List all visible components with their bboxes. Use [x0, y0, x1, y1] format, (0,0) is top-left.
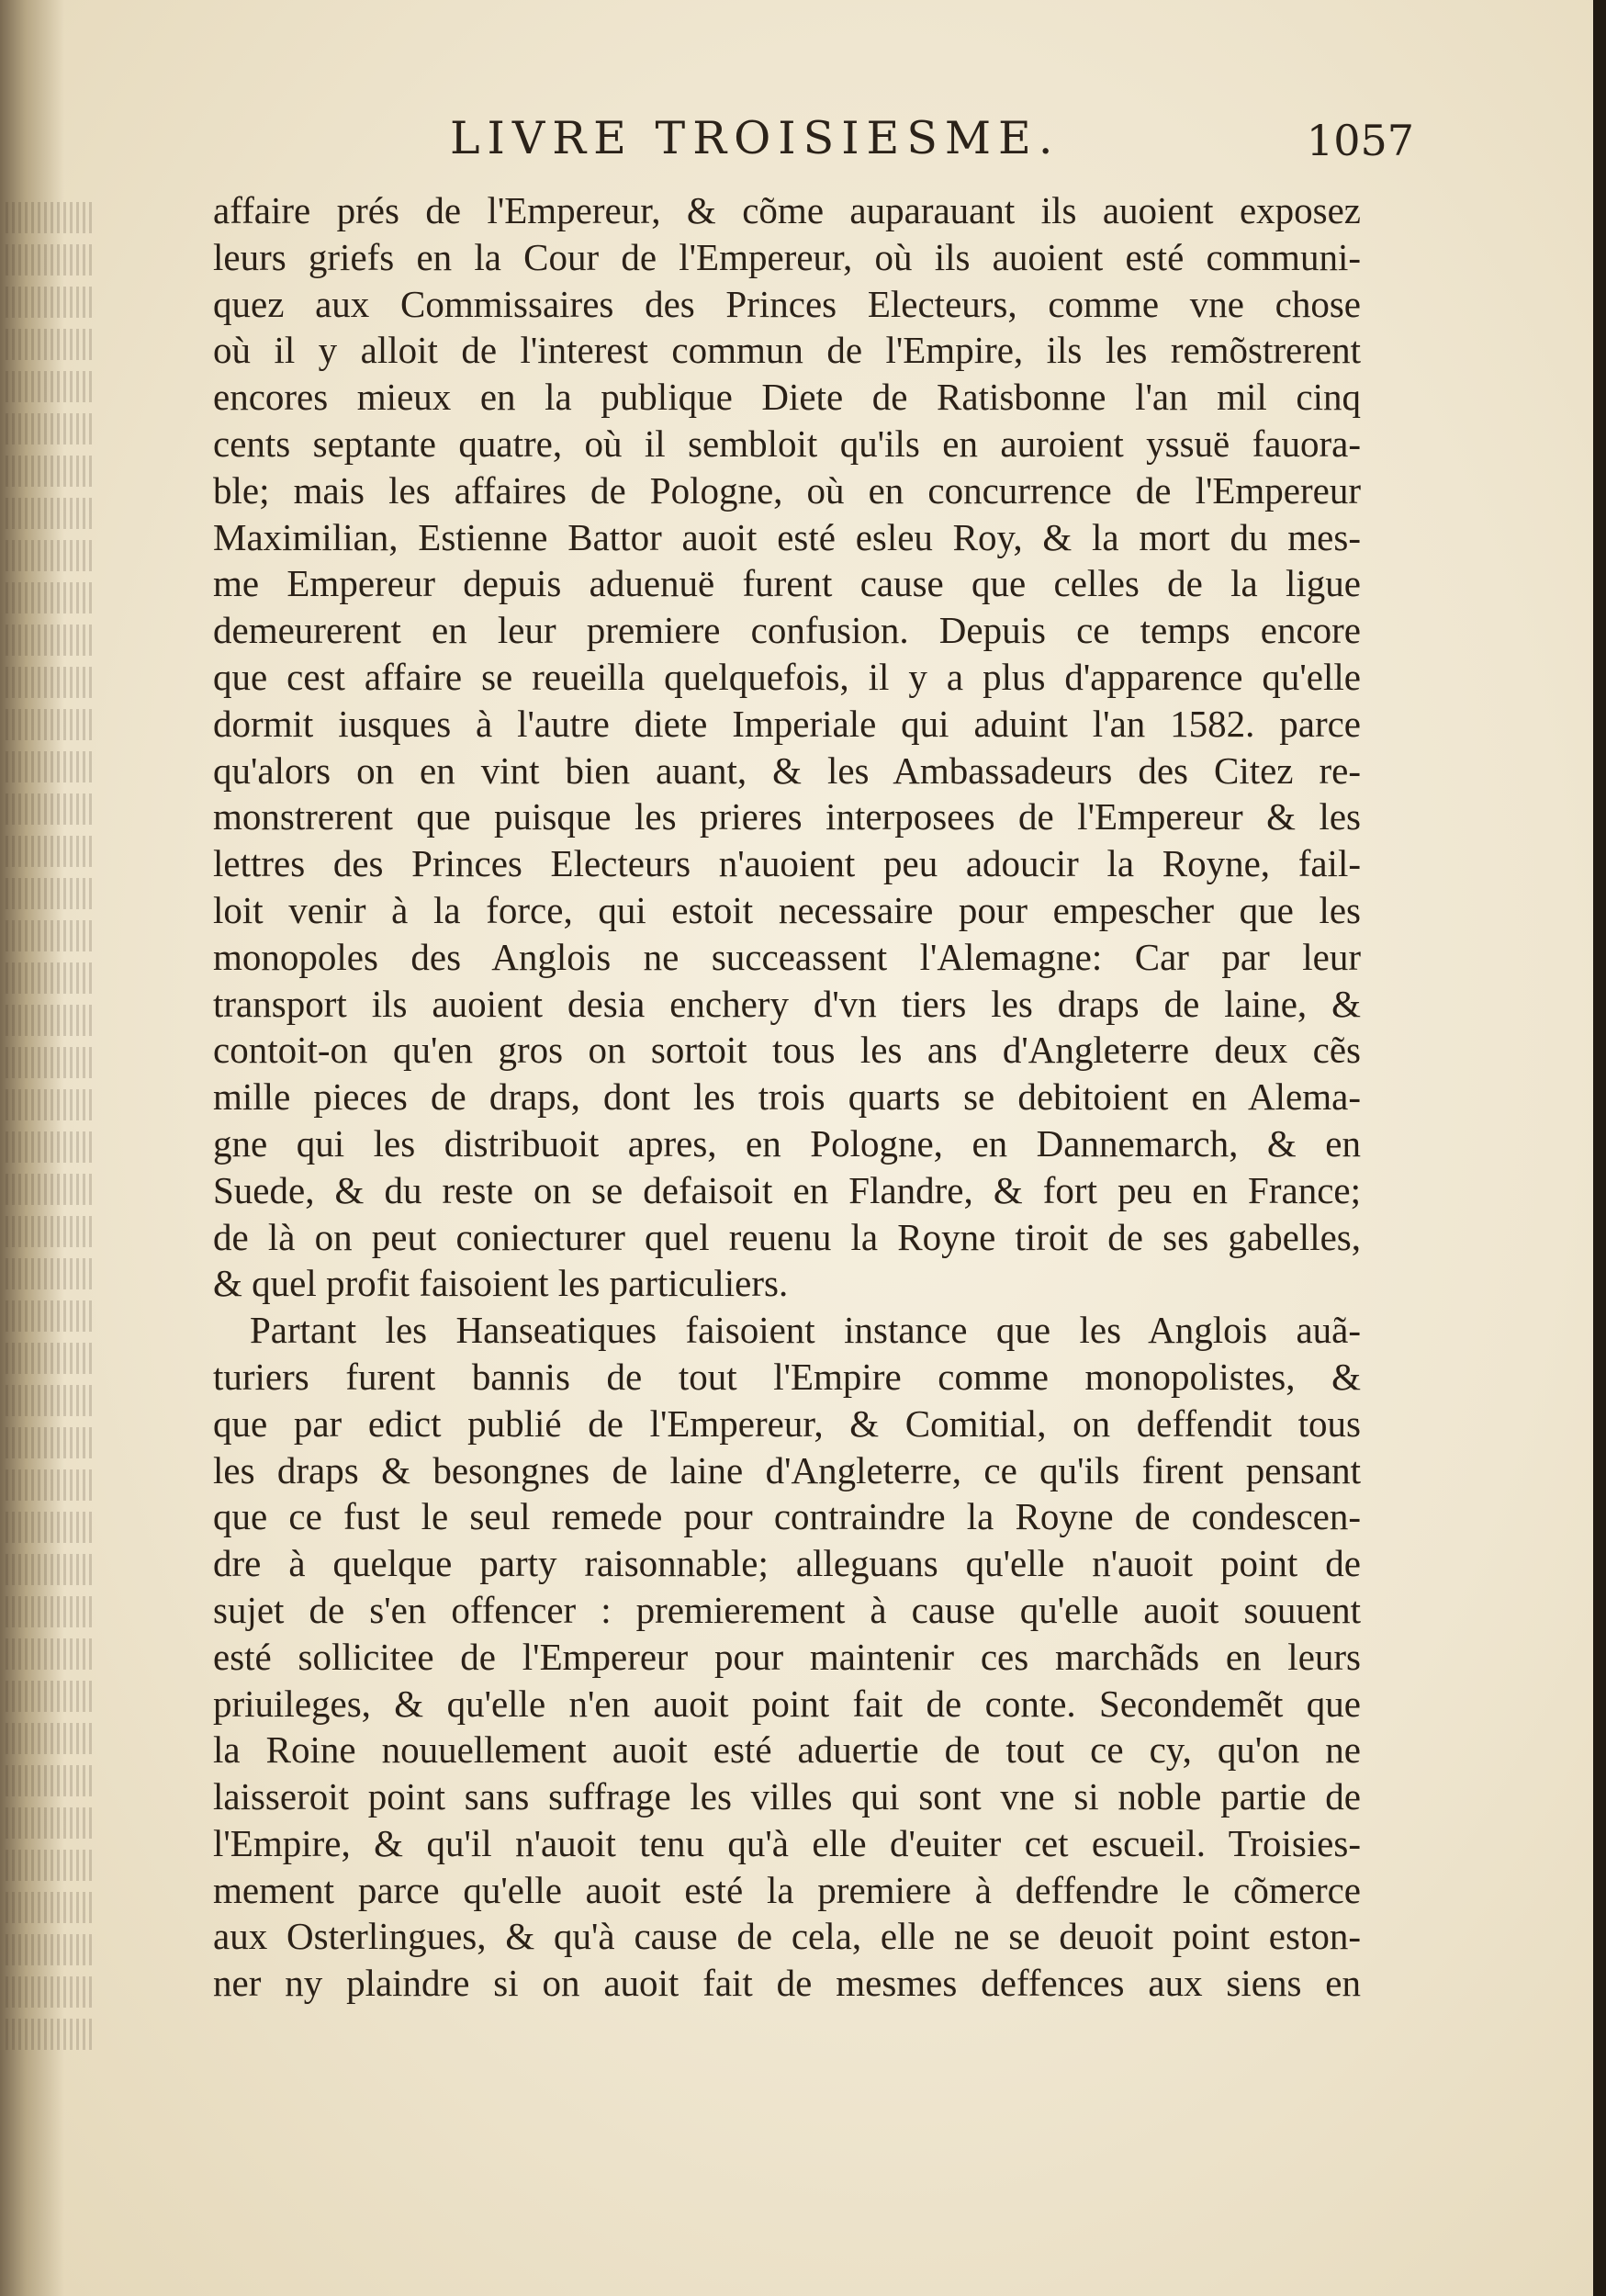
text-line: contoit-on qu'en gros on sortoit tous les ans d'Angleterre deux cẽs	[213, 1029, 1361, 1072]
text-line: transport ils auoient desia enchery d'vn tiers les draps de laine, &	[213, 982, 1361, 1025]
text-line: sujet de s'en offencer : premierement à cause qu'elle auoit souuent	[213, 1588, 1361, 1631]
text-line: laisseroit point sans suffrage les villes qui sont vne si noble partie de	[213, 1775, 1361, 1818]
text-line: leurs griefs en la Cour de l'Empereur, où ils auoient esté communi-	[213, 235, 1361, 278]
text-line: dormit iusques à l'autre diete Imperiale qui aduint l'an 1582. parce	[213, 702, 1361, 745]
text-line: Maximilian, Estienne Battor auoit esté esleu Roy, & la mort du mes-	[213, 515, 1361, 558]
text-line: quez aux Commissaires des Princes Electeurs, comme vne chose	[213, 282, 1361, 325]
text-line: priuileges, & qu'elle n'en auoit point fait de conte. Secondemẽt que	[213, 1682, 1361, 1725]
text-line: demeurerent en leur premiere confusion. Depuis ce temps encore	[213, 609, 1361, 652]
text-line: affaire prés de l'Empereur, & cõme auparauant ils auoient exposez	[213, 189, 1361, 231]
text-line: Suede, & du reste on se defaisoit en Flandre, & fort peu en France;	[213, 1168, 1361, 1211]
text-line: que ce fust le seul remede pour contraindre la Royne de condescen-	[213, 1495, 1361, 1538]
text-line: de là on peut coniecturer quel reuenu la Royne tiroit de ses gabelles,	[213, 1215, 1361, 1258]
text-line: dre à quelque party raisonnable; alleguans qu'elle n'auoit point de	[213, 1542, 1361, 1585]
text-line: esté sollicitee de l'Empereur pour maintenir ces marchãds en leurs	[213, 1635, 1361, 1678]
text-line: que par edict publié de l'Empereur, & Comitial, on deffendit tous	[213, 1401, 1361, 1445]
text-line: loit venir à la force, qui estoit necessaire pour empescher que les	[213, 888, 1361, 931]
text-line: mille pieces de draps, dont les trois quarts se debitoient en Alema-	[213, 1075, 1361, 1119]
text-line: que cest affaire se reueilla quelquefois, il y a plus d'apparence qu'elle	[213, 655, 1361, 698]
text-line: encores mieux en la publique Diete de Ratisbonne l'an mil cinq	[213, 376, 1361, 419]
text-line: & quel profit faisoient les particuliers.	[213, 1262, 789, 1305]
text-line: cents septante quatre, où il sembloit qu'ils en auroient yssuë fauora-	[213, 422, 1361, 465]
text-line: l'Empire, & qu'il n'auoit tenu qu'à elle d'euiter cet escueil. Troisies-	[213, 1821, 1361, 1864]
page-number: 1057	[1306, 116, 1414, 165]
text-line: Partant les Hanseatiques faisoient instance que les Anglois auã-	[250, 1309, 1361, 1352]
page-edge	[1593, 0, 1606, 2296]
text-line: turiers furent bannis de tout l'Empire comme monopolistes, &	[213, 1355, 1361, 1398]
text-line: gne qui les distribuoit apres, en Pologne, en Dannemarch, & en	[213, 1121, 1361, 1165]
running-head: LIVRE TROISIESME.	[450, 112, 1061, 164]
text-line: monstrerent que puisque les prieres interposees de l'Empereur & les	[213, 795, 1361, 838]
text-line: monopoles des Anglois ne succeassent l'Alemagne: Car par leur	[213, 935, 1361, 978]
body-text	[213, 187, 1361, 2007]
facing-page-bleedthrough	[6, 202, 94, 2085]
page-header	[211, 112, 1423, 167]
text-line: la Roine nouuellement auoit esté aduertie de tout ce cy, qu'on ne	[213, 1728, 1361, 1772]
text-line: ble; mais les affaires de Pologne, où en concurrence de l'Empereur	[213, 468, 1361, 512]
text-line: où il y alloit de l'interest commun de l'Empire, ils les remõstrerent	[213, 329, 1361, 372]
text-line: qu'alors on en vint bien auant, & les Ambassadeurs des Citez re-	[213, 748, 1361, 792]
text-line: ner ny plaindre si on auoit fait de mesmes deffences aux siens en	[213, 1962, 1361, 2005]
text-line: lettres des Princes Electeurs n'auoient peu adoucir la Royne, fail-	[213, 842, 1361, 885]
text-line: aux Osterlingues, & qu'à cause de cela, elle ne se deuoit point eston-	[213, 1915, 1361, 1958]
text-line: les draps & besongnes de laine d'Angleterre, ce qu'ils firent pensant	[213, 1448, 1361, 1491]
text-line: mement parce qu'elle auoit esté la premiere à deffendre le cõmerce	[213, 1868, 1361, 1911]
text-line: me Empereur depuis aduenuë furent cause que celles de la ligue	[213, 562, 1361, 605]
